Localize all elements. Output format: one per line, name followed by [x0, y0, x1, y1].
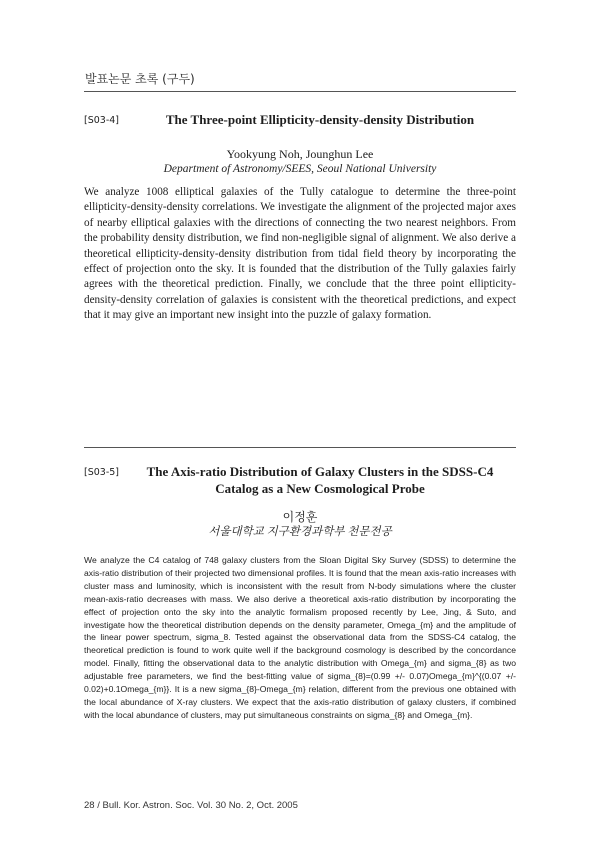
- article1-abstract: We analyze 1008 elliptical galaxies of the Tully catalogue to determine the three-point ellipticity-density-density correlations. We investigate the alignment of the projected major axes of nearby elliptical galaxies with the directions of connecting the two nearest neighbors. From the probability density distribution, we find non-negligible signal of alignment. We also derive a theoretical ellipticity-density-density distribution from tidal field theory by incorporating the effect of projection onto the sky. It is founded that the distribution of the Tully galaxies fairly agrees with the theoretical prediction. Finally, we conclude that the three point ellipticity-density-density correlation of galaxies is consistent with the theoretical predictions, and expect that it may give an important new insight into the puzzle of galaxy formation.: [84, 186, 516, 322]
- article1-heading: [84, 111, 516, 128]
- page-footer: 28 / Bull. Kor. Astron. Soc. Vol. 30 No. 2, Oct. 2005: [84, 800, 298, 811]
- article2-authors: 이정훈: [282, 510, 318, 524]
- article1-code: [S03-4]: [84, 115, 120, 126]
- section-divider: [84, 447, 516, 448]
- article2-title-line1: The Axis-ratio Distribution of Galaxy Clusters in the SDSS-C4: [146, 464, 494, 479]
- article2-affiliation: 서울대학교 지구환경과학부 천문전공: [208, 526, 392, 538]
- article1-affiliation: Department of Astronomy/SEES, Seoul National University: [163, 163, 437, 175]
- article2-code: [S03-5]: [84, 467, 120, 478]
- running-header: 발표논문 초록 (구두): [85, 72, 195, 86]
- article1-authors: Yookyung Noh, Jounghun Lee: [226, 147, 374, 161]
- article2-title-line2: Catalog as a New Cosmological Probe: [215, 481, 425, 496]
- article2-abstract: We analyze the C4 catalog of 748 galaxy clusters from the Sloan Digital Sky Survey (SDSS) to determine the axis-ratio distribution of their projected two dimensional profiles. It is found that the mean axis-ratio increases with cluster mass and luminosity, which is inconsistent with the result from N-body simulations where the cluster mean-axis-ratio decreases with mass. We also derive a theoretical axis-ratio distribution by incorporating the effect of projection onto the sky into the analytic formalism proposed recently by Lee, Jing, & Suto, and investigate how the theoretical distribution depends on the density parameter, Omega_{m} and the amplitude of the linear power spectrum, sigma_8. Tested against the observational data from the SDSS-C4 catalog, the theoretical prediction is found to work quite well if the background cosmology is described by the concordance model. Finally, fitting the observational data to the analytic distribution with Omega_{m} and sigma_{8} as two adjustable free parameters, we find the best-fitting value of sigma_{8}=(0.99 +/- 0.07)Omega_{m}^{(0.07 +/- 0.02)+0.1Omega_{m}}. It is a new sigma_{8}-Omega_{m} relation, different from the previous one obtained with the local abundance of X-ray clusters. We expect that the axis-ratio distribution of galaxy clusters, if combined with the local abundance of clusters, may put simultaneous constraints on sigma_{8} and Omega_{m}.: [84, 555, 516, 720]
- article2-heading: [84, 463, 516, 497]
- article1-title: The Three-point Ellipticity-density-density Distribution: [165, 112, 475, 127]
- header-rule: [84, 91, 516, 92]
